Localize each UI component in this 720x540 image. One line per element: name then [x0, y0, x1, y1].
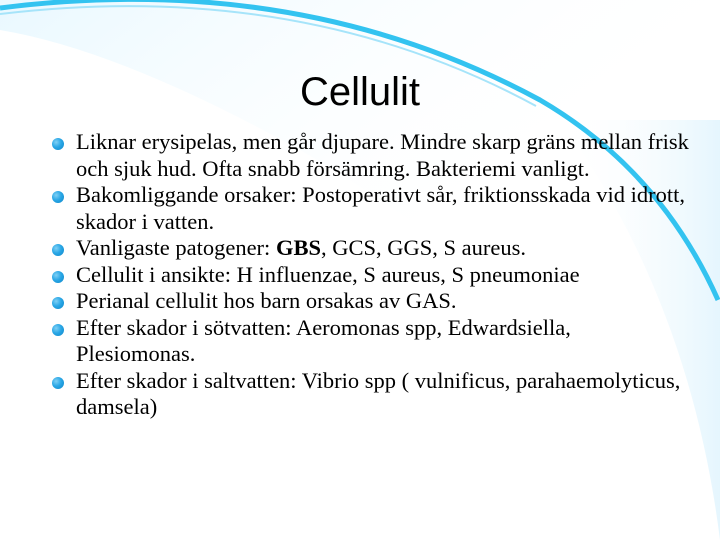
bullet-icon	[52, 191, 64, 203]
slide-title-text: Cellulit	[299, 70, 421, 114]
bullet-icon	[52, 244, 64, 256]
bullet-item: Cellulit i ansikte: H influenzae, S aureus, S pneumoniae	[52, 262, 692, 289]
slide-title	[0, 70, 720, 115]
bullet-list	[52, 129, 692, 421]
bullet-item: Bakomliggande orsaker: Postoperativt sår, friktionsskada vid idrott, skador i vatten.	[52, 182, 692, 235]
bold-term: GBS	[275, 235, 321, 260]
bullet-item: Efter skador i saltvatten: Vibrio spp ( vulnificus, parahaemolyticus, damsela)	[52, 368, 692, 421]
bullet-item: Efter skador i sötvatten: Aeromonas spp, Edwardsiella, Plesiomonas.	[52, 315, 692, 368]
bullet-icon	[52, 271, 64, 283]
bullet-item: Vanligaste patogener: GBS, GCS, GGS, S aureus.	[52, 235, 692, 262]
bullet-icon	[52, 297, 64, 309]
bullet-icon	[52, 377, 64, 389]
bullet-icon	[52, 324, 64, 336]
bullet-item: Liknar erysipelas, men går djupare. Mindre skarp gräns mellan frisk och sjuk hud. Ofta snabb försämring. Bakteriemi vanligt.	[52, 129, 692, 182]
bullet-item: Perianal cellulit hos barn orsakas av GAS.	[52, 288, 692, 315]
bullet-icon	[52, 138, 64, 150]
